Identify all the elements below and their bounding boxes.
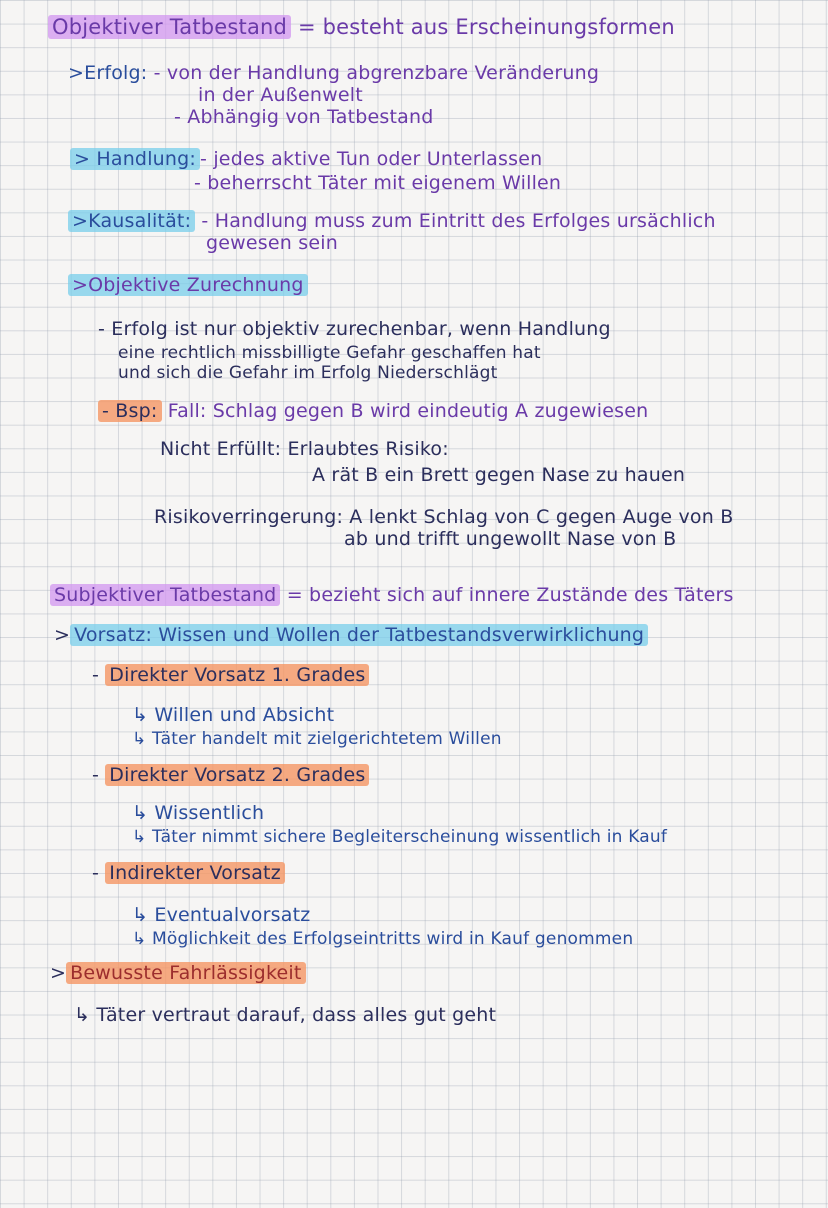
subheading-bewusste-fahrlaessigkeit: > Bewusste Fahrlässigkeit bbox=[50, 962, 306, 984]
note-line: Risikoverringerung: A lenkt Schlag von C gegen Auge von B bbox=[154, 506, 734, 528]
note-line: >Erfolg: - von der Handlung abgrenzbare Veränderung bbox=[68, 62, 600, 84]
note-line: - Indirekter Vorsatz bbox=[92, 862, 285, 884]
subheading-vorsatz: > Vorsatz: Wissen und Wollen der Tatbestandsverwirklichung bbox=[54, 624, 648, 646]
note-line: ↳ Eventualvorsatz bbox=[132, 904, 311, 926]
note-line: - Erfolg ist nur objektiv zurechenbar, wenn Handlung bbox=[98, 318, 611, 340]
note-line: - Abhängig von Tatbestand bbox=[174, 106, 434, 128]
note-line: gewesen sein bbox=[206, 232, 338, 254]
note-line: - Direkter Vorsatz 1. Grades bbox=[92, 664, 369, 686]
note-line: eine rechtlich missbilligte Gefahr geschaffen hat bbox=[118, 343, 541, 363]
note-line: ↳ Täter vertraut darauf, dass alles gut geht bbox=[74, 1004, 497, 1026]
note-line: A rät B ein Brett gegen Nase zu hauen bbox=[312, 464, 686, 486]
note-line: ↳ Wissentlich bbox=[132, 802, 265, 824]
note-line: >Kausalität: - Handlung muss zum Eintritt des Erfolges ursächlich bbox=[68, 210, 716, 232]
subheading-objektive-zurechnung: >Objektive Zurechnung bbox=[68, 274, 308, 296]
note-line: ↳ Willen und Absicht bbox=[132, 704, 335, 726]
note-line: ↳ Täter handelt mit zielgerichtetem Willen bbox=[132, 729, 502, 749]
note-line: - Bsp: Fall: Schlag gegen B wird eindeutig A zugewiesen bbox=[98, 400, 648, 422]
note-line: und sich die Gefahr im Erfolg Niederschlägt bbox=[118, 363, 498, 383]
note-line: > Handlung: - jedes aktive Tun oder Unterlassen bbox=[70, 148, 542, 170]
note-line: in der Außenwelt bbox=[198, 84, 363, 106]
heading-objektiver-tatbestand: Objektiver Tatbestand = besteht aus Erscheinungsformen bbox=[48, 16, 675, 38]
heading-subjektiver-tatbestand: Subjektiver Tatbestand = bezieht sich auf innere Zustände des Täters bbox=[50, 584, 734, 606]
note-line: ↳ Möglichkeit des Erfolgseintritts wird in Kauf genommen bbox=[132, 929, 634, 949]
note-line: Nicht Erfüllt: Erlaubtes Risiko: bbox=[160, 438, 449, 460]
note-line: - beherrscht Täter mit eigenem Willen bbox=[194, 172, 562, 194]
note-line: - Direkter Vorsatz 2. Grades bbox=[92, 764, 369, 786]
note-line: ab und trifft ungewollt Nase von B bbox=[344, 528, 677, 550]
note-line: ↳ Täter nimmt sichere Begleiterscheinung wissentlich in Kauf bbox=[132, 827, 668, 847]
